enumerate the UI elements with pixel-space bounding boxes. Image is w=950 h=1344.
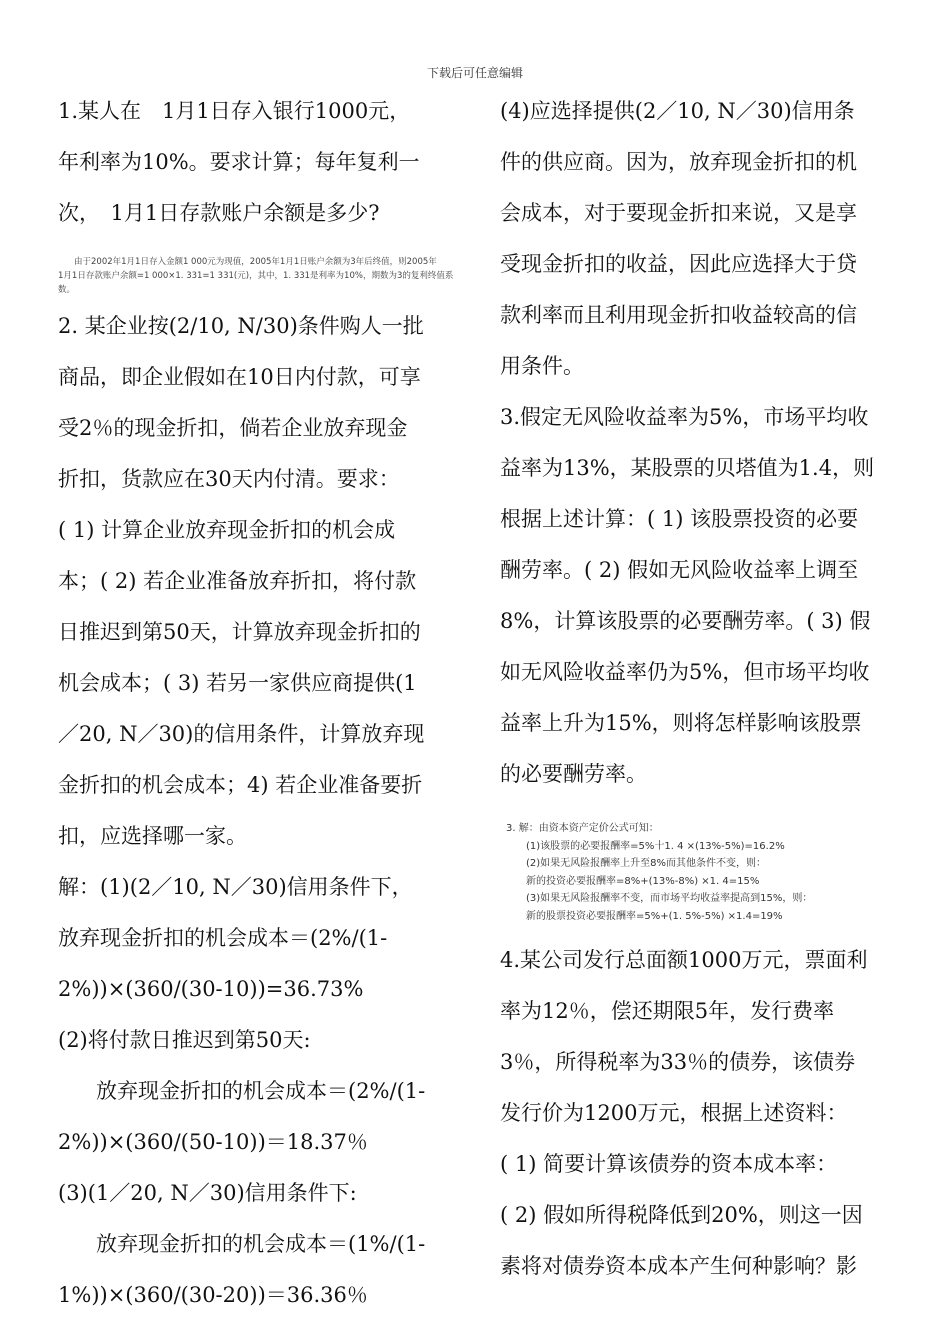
question-3	[500, 392, 908, 800]
text-line: 1.某人在 1月1日存入银行1000元，	[58, 99, 411, 123]
text-line: 放弃现金折扣的机会成本＝(2%/(1-	[58, 926, 388, 950]
text-line: 3％，所得税率为33％的债券，该债券	[500, 1050, 856, 1074]
text-line: 如无风险收益率仍为5%，但市场平均收	[500, 660, 870, 684]
text-line: 解：(1)(2／10, N／30)信用条件下，	[58, 875, 413, 899]
text-line: 2%))×(360/(30-10))=36.73%	[58, 977, 364, 1001]
text-line: ( 1) 简要计算该债券的资本成本率：	[500, 1152, 838, 1176]
text-line: 发行价为1200万元，根据上述资料：	[500, 1101, 848, 1125]
text-line: 益率上升为15%，则将怎样影响该股票	[500, 711, 862, 735]
text-line: 根据上述计算：( 1) 该股票投资的必要	[500, 507, 859, 531]
text-line: 素将对债券资本成本产生何种影响？影	[500, 1254, 857, 1278]
text-line: 款利率而且利用现金折扣收益较高的信	[500, 303, 857, 327]
note-line: 由于2002年1月1日存入金额1 000元为现值，2005年1月1日账户余额为3年后终值，则2005年	[74, 257, 437, 267]
page-header: 下载后可任意编辑	[426, 66, 523, 80]
note-line: 新的投资必要报酬率=8%+(13%-8%) ×1. 4=15%	[526, 875, 760, 887]
text-line: (2)将付款日推迟到第50天:	[58, 1028, 311, 1052]
text-line: (4)应选择提供(2／10, N／30)信用条	[500, 99, 855, 123]
note-line: 新的股票投资必要报酬率=5%+(1. 5%-5%) ×1.4=19%	[526, 910, 783, 922]
text-line: 1%))×(360/(30-20))＝36.36％	[58, 1283, 368, 1307]
note-line: (3)如果无风险报酬率不变，而市场平均收益率提高到15%，则：	[526, 893, 813, 904]
text-line: 日推迟到第50天，计算放弃现金折扣的	[58, 620, 421, 644]
text-line: 本；( 2) 若企业准备放弃折扣，将付款	[58, 569, 417, 593]
text-line: 率为12％，偿还期限5年，发行费率	[500, 999, 835, 1023]
solution-2-part-4	[500, 86, 908, 392]
note-line: 1月1日存款账户余额=1 000×1. 331=1 331(元)，其中，1. 331是利率为10%，期数为3的复利终值系	[58, 271, 454, 281]
note-line: 数。	[58, 285, 76, 295]
text-line: 金折扣的机会成本；4) 若企业准备要折	[58, 773, 423, 797]
text-line: 2%))×(360/(50-10))＝18.37％	[58, 1130, 368, 1154]
text-line: 会成本，对于要现金折扣来说，又是享	[500, 201, 857, 225]
answer-3-note	[506, 820, 908, 925]
text-line: 4.某公司发行总面额1000万元，票面利	[500, 948, 868, 972]
question-1	[58, 86, 466, 239]
text-line: 2. 某企业按(2/10, N/30)条件购人一批	[58, 314, 424, 338]
text-line: 机会成本；( 3) 若另一家供应商提供(1	[58, 671, 417, 695]
text-line: 益率为13%，某股票的贝塔值为1.4，则	[500, 456, 875, 480]
text-line: 受2％的现金折扣，倘若企业放弃现金	[58, 416, 408, 440]
answer-1-note	[58, 255, 466, 297]
note-line: 3. 解：由资本资产定价公式可知：	[506, 823, 659, 834]
text-line: 用条件。	[500, 354, 584, 378]
text-line: 放弃现金折扣的机会成本＝(1%/(1-	[96, 1232, 426, 1256]
note-line: (2)如果无风险报酬率上升至8%而其他条件不变，则：	[526, 858, 767, 869]
text-line: 放弃现金折扣的机会成本＝(2%/(1-	[96, 1079, 426, 1103]
right-column	[500, 86, 908, 1292]
text-line: 年利率为10%。要求计算；每年复利一	[58, 150, 420, 174]
text-line: 受现金折扣的收益，因此应选择大于贷	[500, 252, 857, 276]
text-line: ( 2) 假如所得税降低到20%，则这一因	[500, 1203, 863, 1227]
question-4	[500, 935, 908, 1292]
text-line: 的必要酬劳率。	[500, 762, 647, 786]
text-line: 扣，应选择哪一家。	[58, 824, 247, 848]
text-line: 8%，计算该股票的必要酬劳率。( 3) 假	[500, 609, 871, 633]
text-line: ( 1) 计算企业放弃现金折扣的机会成	[58, 518, 396, 542]
text-line: (3)(1／20, N／30)信用条件下:	[58, 1181, 357, 1205]
text-line: 3.假定无风险收益率为5%，市场平均收	[500, 405, 869, 429]
text-line: 件的供应商。因为，放弃现金折扣的机	[500, 150, 857, 174]
text-line: 商品，即企业假如在10日内付款，可享	[58, 365, 421, 389]
text-line: 次， 1月1日存款账户余额是多少?	[58, 201, 380, 225]
text-line: 酬劳率。( 2) 假如无风险收益率上调至	[500, 558, 859, 582]
text-line: ／20, N／30)的信用条件，计算放弃现	[58, 722, 425, 746]
left-column	[58, 86, 466, 1321]
solution-2	[58, 862, 466, 1321]
question-2	[58, 301, 466, 862]
text-line: 折扣，货款应在30天内付清。要求：	[58, 467, 400, 491]
note-line: (1)该股票的必要报酬率=5%十1. 4 ×(13%-5%)=16.2%	[526, 840, 785, 852]
